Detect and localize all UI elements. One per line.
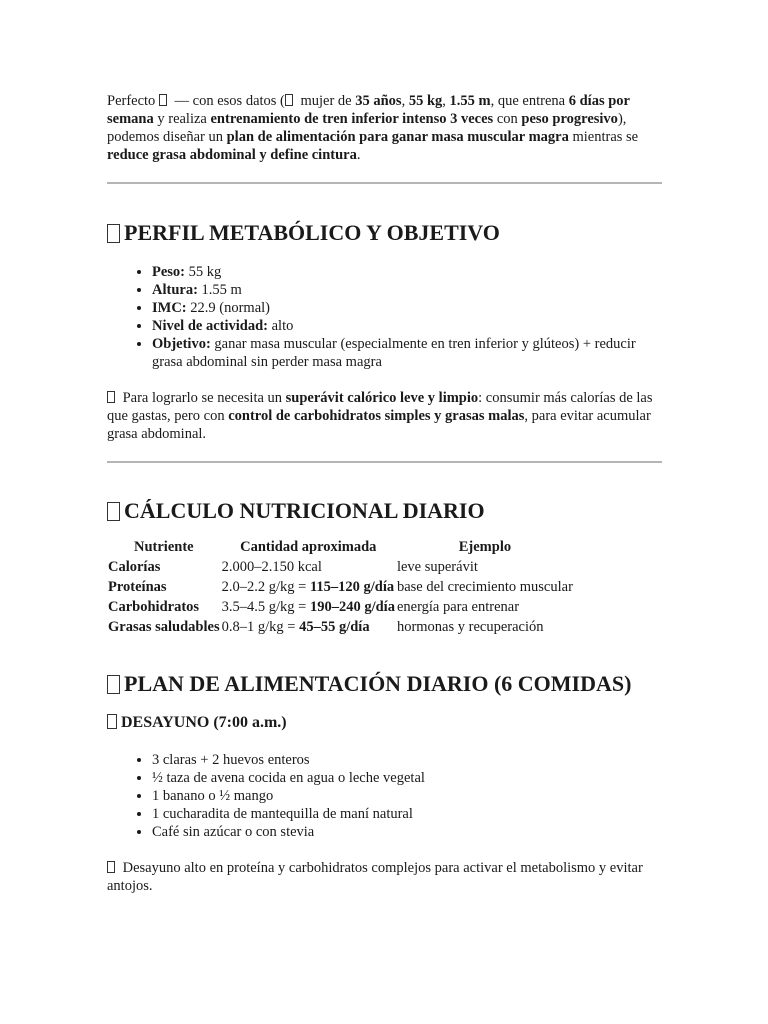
table-row xyxy=(107,597,574,617)
quantity-text: 2.000–2.150 kcal xyxy=(221,559,322,575)
nutrient-quantity xyxy=(221,557,396,577)
nutrient-example: energía para entrenar xyxy=(396,599,520,615)
divider xyxy=(107,461,662,463)
list-item xyxy=(152,281,662,299)
note-bold: superávit calórico leve y limpio xyxy=(285,390,479,406)
nutrient-example: hormonas y recuperación xyxy=(396,619,544,635)
list-item: • 3 claras + 2 huevos enteros xyxy=(152,751,662,769)
quantity-text: 0.8–1 g/kg = xyxy=(221,619,300,635)
intro-text: . xyxy=(356,147,361,163)
nutrition-table xyxy=(107,537,574,637)
intro-text: , xyxy=(442,93,450,109)
list-item-label: Peso: xyxy=(152,264,186,280)
list-item xyxy=(152,263,662,281)
intro-text: ), podemos diseñar un xyxy=(107,111,627,145)
list-item xyxy=(152,299,662,317)
column-header: Cantidad aproximada xyxy=(240,539,377,555)
breakfast-note xyxy=(107,859,662,895)
missing-glyph-icon xyxy=(285,94,293,106)
intro-weight: 55 kg xyxy=(408,93,443,109)
intro-text: — con esos datos ( xyxy=(170,93,285,109)
intro-text: , xyxy=(401,93,409,109)
column-header: Ejemplo xyxy=(458,539,512,555)
list-item-label: Altura: xyxy=(152,282,198,298)
list-item-value: 1.55 m xyxy=(197,282,242,298)
list-item: • 1 cucharadita de mantequilla de maní natural xyxy=(152,805,662,823)
nutrient-example: leve superávit xyxy=(396,559,478,575)
intro-training: entrenamiento de tren inferior intenso 3 veces xyxy=(210,111,494,127)
note-text: : consumir más calorías de las que gastas, pero con xyxy=(107,390,653,424)
intro-height: 1.55 m xyxy=(449,93,491,109)
list-item-value: 22.9 (normal) xyxy=(186,300,270,316)
list-item xyxy=(152,317,662,335)
quantity-bold: 190–240 g/día xyxy=(309,599,395,615)
table-header-row xyxy=(107,537,574,557)
list-item-value: ganar masa muscular (especialmente en tren inferior y glúteos) + reducir grasa abdominal sin perder masa magra xyxy=(152,336,636,370)
missing-glyph-icon xyxy=(107,502,120,521)
note-text: , para evitar acumular grasa abdominal. xyxy=(107,408,651,442)
breakfast-list xyxy=(107,751,662,841)
nutrient-name: Calorías xyxy=(108,559,161,575)
meal-title: DESAYUNO (7:00 a.m.) xyxy=(121,714,287,731)
intro-text: , que entrena xyxy=(490,93,569,109)
intro-plan: plan de alimentación para ganar masa muscular magra xyxy=(226,129,569,145)
quantity-bold: 45–55 g/día xyxy=(299,619,370,635)
note-text: Desayuno alto en proteína y carbohidratos complejos para activar el metabolismo y evitar antojos. xyxy=(107,860,643,894)
quantity-bold: 115–120 g/día xyxy=(309,579,395,595)
quantity-text: 2.0–2.2 g/kg = xyxy=(221,579,310,595)
intro-progressive: peso progresivo xyxy=(521,111,618,127)
section-heading-meal-plan xyxy=(107,671,662,697)
section-title: PERFIL METABÓLICO Y OBJETIVO xyxy=(124,220,500,245)
missing-glyph-icon xyxy=(159,94,167,106)
missing-glyph-icon xyxy=(107,861,115,873)
table-row xyxy=(107,577,574,597)
nutrient-quantity xyxy=(221,577,396,597)
list-item-label: IMC: xyxy=(152,300,187,316)
column-header: Nutriente xyxy=(134,539,194,555)
intro-text: Perfecto xyxy=(107,93,159,109)
list-item: • Café sin azúcar o con stevia xyxy=(152,823,662,841)
intro-reduce: reduce grasa abdominal y define cintura xyxy=(107,147,357,163)
note-text: Para lograrlo se necesita un xyxy=(118,390,286,406)
intro-text: con xyxy=(493,111,522,127)
profile-note xyxy=(107,389,662,443)
intro-age: 35 años xyxy=(355,93,402,109)
profile-list xyxy=(107,263,662,371)
missing-glyph-icon xyxy=(107,224,120,243)
document-page xyxy=(107,92,662,895)
section-heading-profile xyxy=(107,220,662,246)
table-row xyxy=(107,557,574,577)
nutrient-name: Grasas saludables xyxy=(108,619,220,635)
missing-glyph-icon xyxy=(107,714,117,729)
intro-days: 6 días por semana xyxy=(107,93,630,127)
nutrient-name: Carbohidratos xyxy=(108,599,200,615)
nutrient-quantity xyxy=(221,597,396,617)
section-title: CÁLCULO NUTRICIONAL DIARIO xyxy=(124,498,485,523)
intro-text: mientras se xyxy=(568,129,639,145)
intro-text: y realiza xyxy=(153,111,211,127)
section-heading-nutrition xyxy=(107,498,662,524)
list-item-label: Nivel de actividad: xyxy=(152,318,268,334)
list-item-value: 55 kg xyxy=(185,264,222,280)
missing-glyph-icon xyxy=(107,391,115,403)
note-bold: control de carbohidratos simples y grasas malas xyxy=(228,408,525,424)
meal-heading-breakfast xyxy=(107,713,662,733)
section-title: PLAN DE ALIMENTACIÓN DIARIO (6 COMIDAS) xyxy=(124,671,632,696)
nutrient-quantity xyxy=(221,617,396,637)
nutrient-name: Proteínas xyxy=(108,579,167,595)
divider xyxy=(107,182,662,184)
table-row xyxy=(107,617,574,637)
list-item: • ½ taza de avena cocida en agua o leche vegetal xyxy=(152,769,662,787)
missing-glyph-icon xyxy=(107,675,120,694)
intro-text: mujer de xyxy=(296,93,356,109)
intro-paragraph xyxy=(107,92,662,164)
quantity-text: 3.5–4.5 g/kg = xyxy=(221,599,310,615)
list-item: • 1 banano o ½ mango xyxy=(152,787,662,805)
nutrient-example: base del crecimiento muscular xyxy=(396,579,573,595)
list-item xyxy=(152,335,662,371)
list-item-label: Objetivo: xyxy=(152,336,211,352)
list-item-value: alto xyxy=(268,318,294,334)
